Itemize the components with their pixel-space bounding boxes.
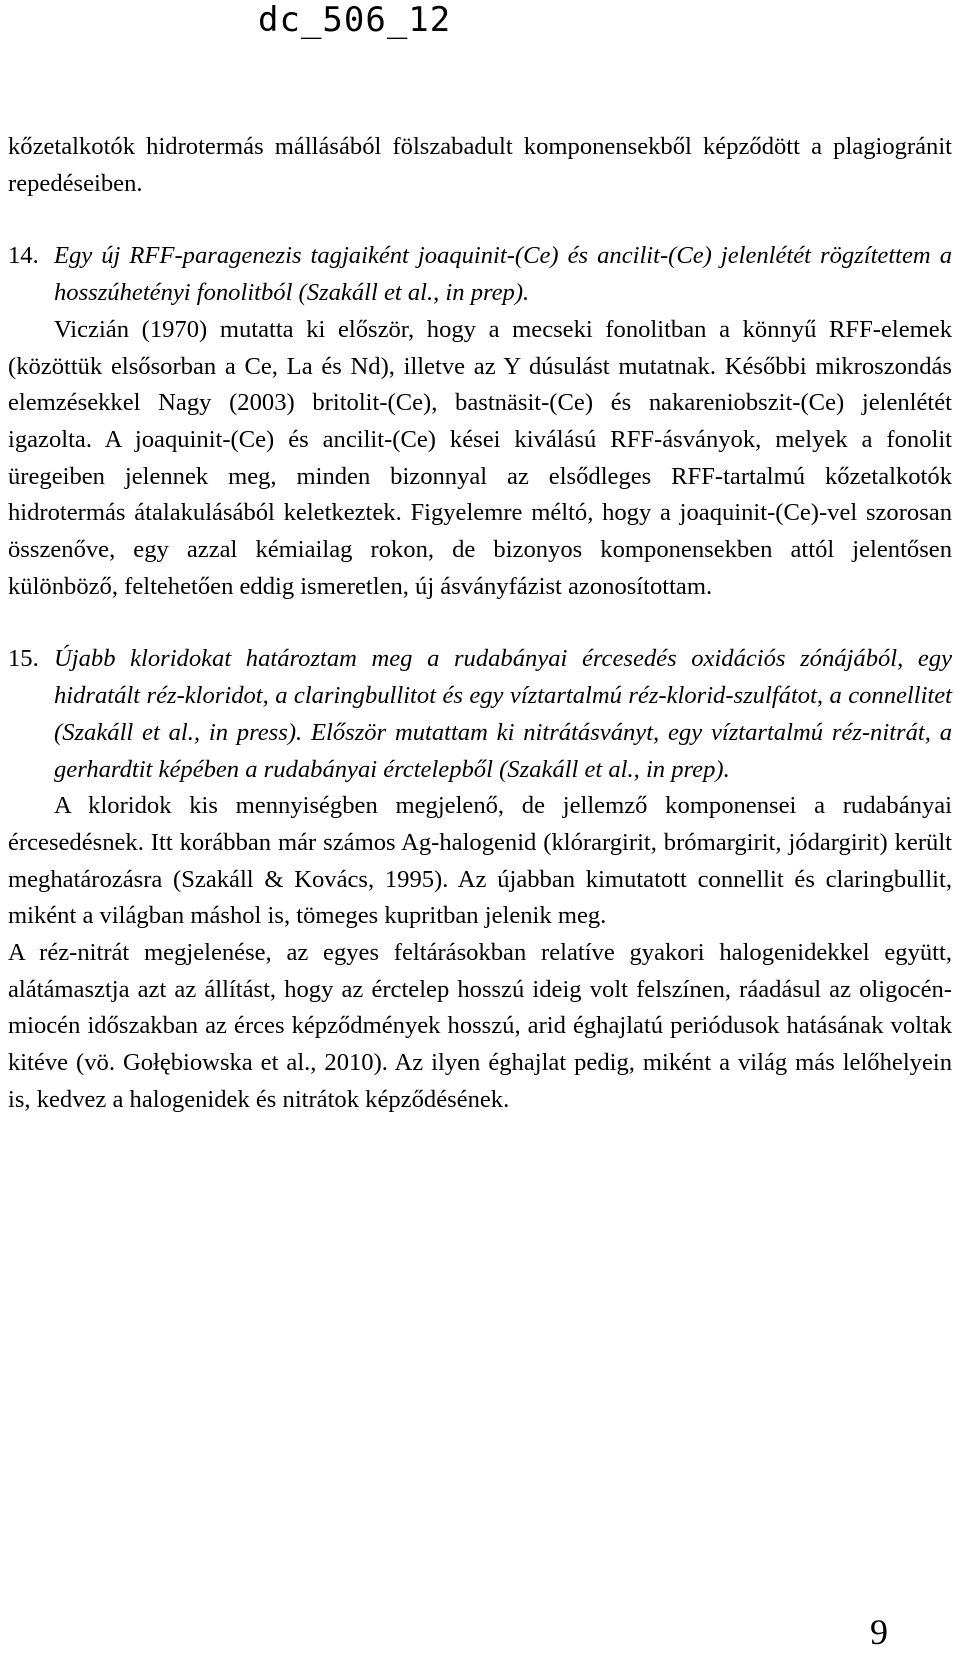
item-number: 15. [8, 645, 39, 673]
list-item-15 [8, 641, 952, 1118]
item-number: 14. [8, 242, 39, 270]
document-code-header: dc_506_12 [258, 0, 452, 40]
item-lead-italic: Újabb kloridokat határoztam meg a rudabányai ércesedés oxidációs zónájából, egy hidratált réz-kloridot, a claringbullitot és egy víztartalmú réz-klorid-szulfátot, a connellitet (Szakáll et al., in press). Először mutattam ki nitrátásványt, egy víztartalmú réz-nitrát, a gerhardtit képében a rudabányai érctelepből (Szakáll et al., in prep). [54, 645, 952, 783]
paragraph-gap [8, 202, 952, 238]
item-lead-italic: Egy új RFF-paragenezis tagjaiként joaquinit-(Ce) és ancilit-(Ce) jelenlétét rögzítettem a hosszúhetényi fonolitból (Szakáll et al., in prep). [54, 242, 952, 307]
item-body: A kloridok kis mennyiségben megjelenő, de jellemző komponensei a rudabányai ércesedésnek. Itt korábban már számos Ag-halogenid (klórargirit, brómargirit, jódargirit) került meghatározásra (Szakáll & Kovács, 1995). Az újabban kimutatott connellit és claringbullit, miként a világban máshol is, tömeges kupritban jelenik meg. [8, 792, 952, 930]
page-number: 9 [870, 1612, 888, 1652]
item-body: Viczián (1970) mutatta ki először, hogy a mecseki fonolitban a könnyű RFF-elemek (közöttük elsősorban a Ce, La és Nd), illetve az Y dúsulást mutatnak. Későbbi mikroszondás elemzésekkel Nagy (2003) britolit-(Ce), bastnäsit-(Ce) és nakareniobszit-(Ce) jelenlétét igazolta. A joaquinit-(Ce) és ancilit-(Ce) kései kiválású RFF-ásványok, melyek a fonolit üregeiben jelennek meg, minden bizonnyal az elsődleges RFF-tartalmú kőzetalkotók hidrotermás átalakulásából keletkeztek. Figyelemre méltó, hogy a joaquinit-(Ce)-vel szorosan összenőve, egy azzal kémiailag rokon, de bizonyos komponensekben attól jelentősen különböző, feltehetően eddig ismeretlen, új ásványfázist azonosítottam. [8, 315, 952, 600]
paragraph-gap [8, 605, 952, 641]
continuation-paragraph: kőzetalkotók hidrotermás mállásából fölszabadult komponensekből képződött a plagiogránit repedéseiben. [8, 133, 952, 197]
item-body-continued: A réz-nitrát megjelenése, az egyes feltárásokban relatíve gyakori halogenidekkel együtt, alátámasztja azt az állítást, hogy az érctelep hosszú ideig volt felszínen, ráadásul az oligocén-miocén időszakban az érces képződmények hosszú, arid éghajlatú periódusok hatásának voltak kitéve (vö. Gołębiowska et al., 2010). Az ilyen éghajlat pedig, miként a világ más lelőhelyein is, kedvez a halogenidek és nitrátok képződésének. [8, 939, 952, 1113]
page-body [8, 129, 952, 1119]
list-item-14 [8, 238, 952, 605]
